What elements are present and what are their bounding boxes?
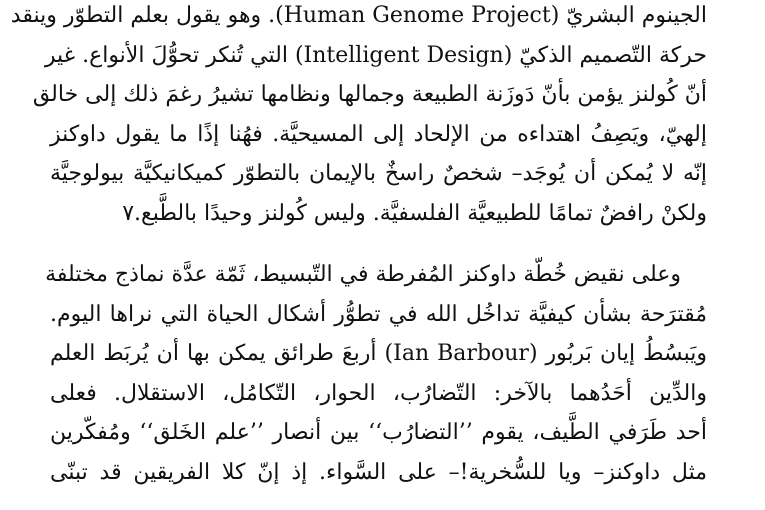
text-line: وعلى نقيض خُطّة داوكنز المُفرطة في التّبسيط، ثَمّة عدَّة نماذج مختلفة <box>45 262 681 287</box>
paragraph-gap <box>50 233 707 255</box>
text-line: أحد طَرَفي الطَّيف، يقوم ’’التضارُب‘‘ بين أنصار ’’علم الخَلق‘‘ ومُفكّرين <box>50 420 707 445</box>
text-line: ولكنْ رافضٌ تمامًا للطبيعيَّة الفلسفيَّة. وليس كُولنز وحيدًا بالطَّبع.٧ <box>122 200 707 226</box>
text-line: أنّ كُولنز يؤمن بأنّ دَوزَنة الطبيعة وجمالها ونظامها تشيرُ رغمَ ذلك إلى خالق <box>32 82 707 107</box>
text-line: والدِّين أحَدُهما بالآخر: التّضارُب، الحوار، التّكامُل، الاستقلال. فعلى <box>50 380 707 406</box>
text-line: حركة التّصميم الذكيّ (Intelligent Design) التي تُنكر تحوُّلَ الأنواع. غير <box>44 42 707 68</box>
text-line: مثل داوكنز– ويا للسُّخرية!– على السَّواء. إذ إنّ كلا الفريقين قد تبنّى <box>50 459 707 485</box>
text-line: إلهيّ، ويَصِفُ اهتداءه من الإلحاد إلى المسيحيَّة. فهُنا إذًا ما يقول داوكنز <box>50 121 707 147</box>
text-line: ويَبسُطُ إيان بَربُور (Ian Barbour) أربعَ طرائق يمكن بها أن يُربَط العلم <box>50 341 707 366</box>
text-line: الجينوم البشريّ (Human Genome Project). وهو يقول بعلم التطوّر وينقد <box>10 3 707 28</box>
paragraph-1 <box>10 0 707 233</box>
paragraph-2 <box>45 255 707 492</box>
text-line: إنّه لا يُمكن أن يُوجَد– شخصٌ راسخٌ بالإيمان بالتطوّر كميكانيكيَّة بيولوجيَّة <box>50 161 707 186</box>
text-line: مُقترَحة بشأن كيفيَّة تداخُل الله في تطوُّر أشكال الحياة التي نراها اليوم. <box>50 301 707 327</box>
body-text <box>10 0 707 492</box>
